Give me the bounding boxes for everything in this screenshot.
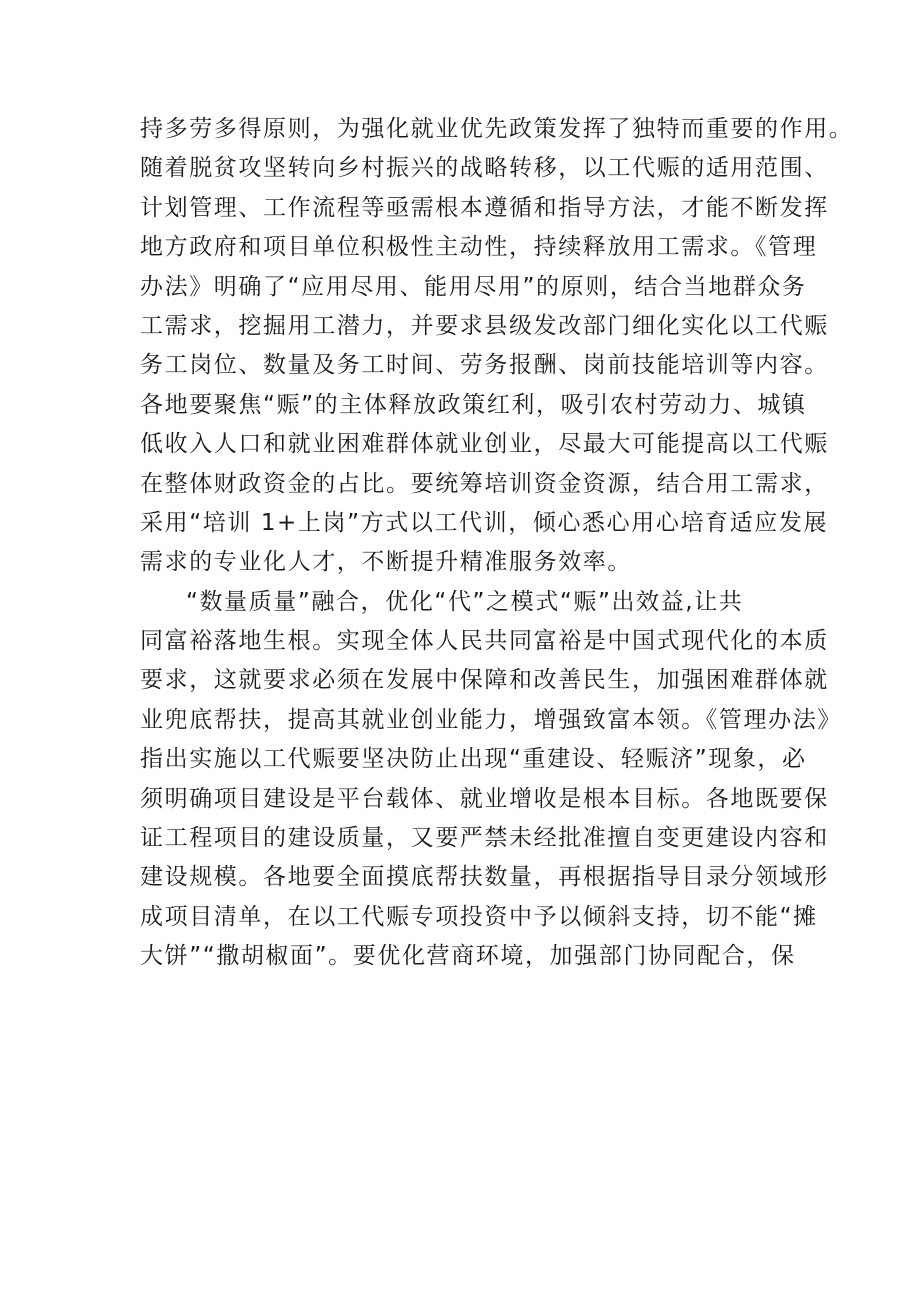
paragraph-1-line-12: 需求的专业化人才，不断提升精准服务效率。 (140, 549, 632, 576)
paragraph-1-line-1: 持多劳多得原则，为强化就业优先政策发挥了独特而重要的作用。 (140, 116, 854, 142)
paragraph-2-line-7: 证工程项目的建设质量，又要严禁未经批准擅自变更建设内容和 (140, 825, 829, 852)
paragraph-2-line-1: “数量质量”融合，优化“代”之模式“赈”出效益,让共 (186, 588, 744, 615)
paragraph-1-line-10: 在整体财政资金的占比。要统筹培训资金资源，结合用工需求， (140, 470, 829, 497)
paragraph-1-line-8: 各地要聚焦“赈”的主体释放政策红利，吸引农村劳动力、城镇 (140, 391, 807, 418)
paragraph-1-line-11: 采用“培训 1+上岗”方式以工代训，倾心悉心用心培育适应发展 (140, 509, 829, 536)
document-body (140, 110, 854, 977)
paragraph-1-line-4: 地方政府和项目单位积极性主动性，持续释放用工需求。《管理 (140, 234, 818, 261)
paragraph-1-line-6: 工需求，挖掘用工潜力，并要求县级发改部门细化实化以工代赈 (140, 312, 829, 339)
paragraph-2-line-3: 要求，这就要求必须在发展中保障和改善民生，加强困难群体就 (140, 667, 829, 694)
paragraph-1-line-2: 随着脱贫攻坚转向乡村振兴的战略转移，以工代赈的适用范围、 (140, 155, 829, 182)
paragraph-1-line-5: 办法》明确了“应用尽用、能用尽用”的原则，结合当地群众务 (140, 273, 807, 300)
paragraph-2-line-2: 同富裕落地生根。实现全体人民共同富裕是中国式现代化的本质 (140, 628, 829, 655)
paragraph-2-line-10: 大饼”“撒胡椒面”。要优化营商环境，加强部门协同配合，保 (140, 943, 796, 970)
paragraph-1-line-9: 低收入人口和就业困难群体就业创业，尽最大可能提高以工代赈 (140, 431, 829, 458)
paragraph-2-line-6: 须明确项目建设是平台载体、就业增收是根本目标。各地既要保 (140, 785, 829, 812)
paragraph-1-line-7: 务工岗位、数量及务工时间、劳务报酬、岗前技能培训等内容。 (140, 352, 829, 379)
paragraph-2-line-5: 指出实施以工代赈要坚决防止出现“重建设、轻赈济”现象，必 (140, 746, 807, 773)
paragraph-2-line-4: 业兜底帮扶，提高其就业创业能力，增强致富本领。《管理办法》 (140, 706, 842, 733)
paragraph-2-line-8: 建设规模。各地要全面摸底帮扶数量，再根据指导目录分领域形 (140, 864, 829, 891)
paragraph-2-line-9: 成项目清单，在以工代赈专项投资中予以倾斜支持，切不能“摊 (140, 903, 818, 930)
paragraph-1-line-3: 计划管理、工作流程等亟需根本遵循和指导方法，才能不断发挥 (140, 194, 829, 221)
